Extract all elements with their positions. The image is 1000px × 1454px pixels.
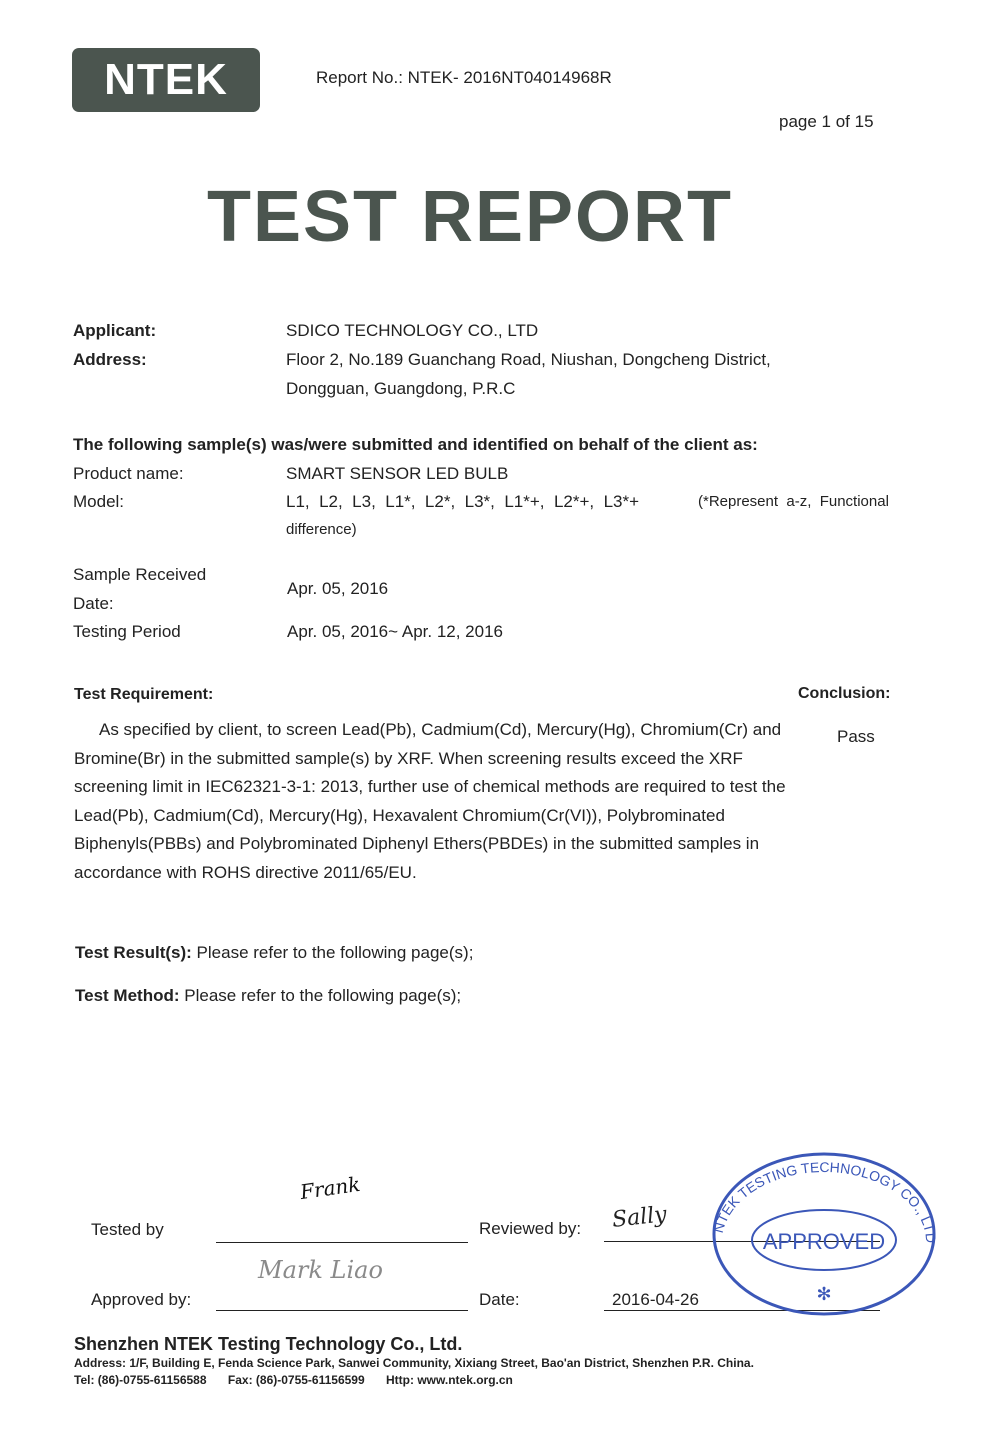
date-value: 2016-04-26 [612,1290,699,1309]
approved-by-line [216,1310,468,1311]
approved-stamp [708,1146,940,1322]
tested-by-signature: Frank [298,1171,362,1205]
requirement-label: Test Requirement: [74,686,214,703]
model-note-cont: difference) [286,521,357,538]
stamp-star-icon: ✻ [816,1284,832,1305]
report-number: Report No.: NTEK- 2016NT04014968R [316,68,612,87]
test-result-value: Please refer to the following page(s); [196,943,474,962]
test-method-value: Please refer to the following page(s); [184,986,462,1005]
tested-by-label: Tested by [91,1220,164,1239]
page-number: page 1 of 15 [779,112,874,131]
approved-by-signature: Mark Liao [258,1256,383,1284]
conclusion-label: Conclusion: [798,685,891,702]
stamp-ring-text: NTEK TESTING TECHNOLOGY CO., LTD [709,1158,940,1244]
logo-text: NTEK [104,55,228,104]
product-value: SMART SENSOR LED BULB [286,464,509,483]
model-list: L1, L2, L3, L1*, L2*, L3*, L1*+, L2*+, L3*+ [286,492,640,511]
reviewed-by-label: Reviewed by: [479,1219,582,1238]
test-result [75,943,473,963]
tested-by-line [216,1242,468,1243]
testing-period-value: Apr. 05, 2016~ Apr. 12, 2016 [287,622,503,641]
stamp-center-text: APPROVED [762,1229,886,1254]
test-method [75,986,461,1006]
footer-web[interactable]: Http: www.ntek.org.cn [386,1373,513,1387]
model-label: Model: [73,492,125,511]
applicant-value: SDICO TECHNOLOGY CO., LTD [286,321,539,340]
received-value: Apr. 05, 2016 [287,579,389,598]
address-line-2: Dongguan, Guangdong, P.R.C [286,379,516,398]
address-label: Address: [73,350,147,369]
sample-intro: The following sample(s) was/were submitted and identified on behalf of the client as: [73,435,758,454]
testing-period-label: Testing Period [73,622,181,641]
footer-address: Address: 1/F, Building E, Fenda Science Park, Sanwei Community, Xixiang Street, Bao'an District, Shenzhen P.R. China. [74,1356,754,1370]
ntek-logo [72,48,260,112]
received-label-2: Date: [73,594,114,613]
product-label: Product name: [73,464,184,483]
applicant-label: Applicant: [73,321,157,340]
model-note: (*Represent a-z, Functional [698,493,889,510]
requirement-body: As specified by client, to screen Lead(Pb), Cadmium(Cd), Mercury(Hg), Chromium(Cr) and Bromine(Br) in the submitted sample(s) by XRF. When screening results exceed the XRF screening limit in IEC62321-3-1: 2013, further use of chemical methods are required to test the Lead(Pb), Cadmium(Cd), Mercury(Hg), Hexavalent Chromium(Cr(VI)), Polybrominated Biphenyls(PBBs) and Polybrominated Diphenyl Ethers(PBDEs) in the submitted samples in accordance with ROHS directive 2011/65/EU. [74,720,786,882]
reviewed-by-signature: Sally [610,1202,668,1233]
footer-tel: Tel: (86)-0755-61156588 [74,1373,207,1387]
date-label: Date: [479,1290,520,1309]
requirement-text [74,716,794,888]
received-label-1: Sample Received [73,565,207,584]
test-method-label: Test Method: [75,986,180,1005]
footer-contact [74,1373,531,1387]
approved-by-label: Approved by: [91,1290,192,1309]
footer-fax: Fax: (86)-0755-61156599 [227,1373,365,1387]
conclusion-value: Pass [837,727,875,746]
address-line-1: Floor 2, No.189 Guanchang Road, Niushan, Dongcheng District, [286,350,771,369]
page-title: TEST REPORT [206,177,734,257]
test-result-label: Test Result(s): [75,943,192,962]
footer-company: Shenzhen NTEK Testing Technology Co., Ltd. [74,1334,463,1354]
